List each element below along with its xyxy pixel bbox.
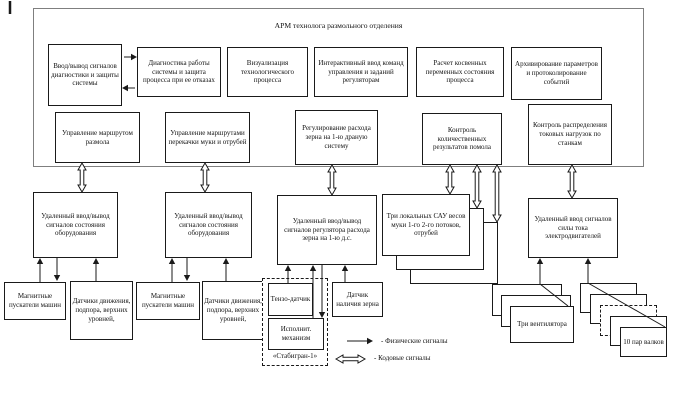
- box-io-diagnostics: Ввод/вывод сигналов диагностики и защиты системы: [48, 44, 122, 106]
- solid-arrow-head: [184, 275, 190, 281]
- box-magnetic-starters-1: Магнитные пускатели машин: [4, 282, 66, 320]
- solid-arrow-head: [37, 258, 43, 264]
- box-indirect-variables: Расчет косвенных переменных состояния процесса: [416, 47, 504, 97]
- coded-signal-double-arrow: [201, 163, 209, 192]
- solid-arrow-head: [585, 258, 591, 264]
- solid-arrow-head: [537, 258, 543, 264]
- legend-physical-signals: - Физические сигналы: [381, 337, 448, 345]
- box-motion-sensors-1: Датчики движения, подпора, верхних уровней,: [70, 281, 133, 340]
- coded-signal-double-arrow: [78, 163, 86, 192]
- box-remote-io-regulator: Удаленный ввод/вывод сигналов регулятора расхода зерна на 1-ю д.с.: [277, 195, 377, 265]
- box-tenzo-sensor: Тензо-датчик: [268, 283, 313, 316]
- coded-signal-double-arrow: [473, 165, 481, 208]
- solid-arrow-head: [310, 265, 316, 271]
- box-magnetic-starters-2: Магнитные пускатели машин: [136, 282, 200, 320]
- box-diagnostics: Диагностика работы системы и защита процесса при ее отказах: [137, 47, 221, 97]
- solid-arrow-head: [169, 258, 175, 264]
- box-interactive-input: Интерактивный ввод команд управления и заданий регуляторам: [314, 47, 408, 97]
- stabigran-label: «Стабигран-1»: [272, 352, 318, 360]
- box-remote-io-equipment-2: Удаленный ввод/вывод сигналов состояния оборудования: [165, 192, 252, 258]
- box-remote-current-input: Удаленный ввод сигналов силы тока электродвигателей: [528, 198, 618, 258]
- box-local-sau: Три локальных САУ весов муки 1-го 2-го потоков, отрубей: [382, 194, 470, 256]
- box-visualization: Визуализация технологического процесса: [227, 47, 308, 97]
- box-motion-sensors-2: Датчики движения, подпора, верхних уровней,: [202, 281, 264, 340]
- box-rolls: 10 пар валков: [620, 327, 667, 357]
- solid-arrow-head: [223, 258, 229, 264]
- box-archiving: Архивирование параметров и протоколирование событий: [511, 47, 602, 100]
- box-fans: Три вентилятора: [510, 306, 574, 343]
- solid-arrow-head: [54, 275, 60, 281]
- box-actuator: Исполнит. механизм: [268, 318, 324, 350]
- box-grain-presence-sensor: Датчик наличия зерна: [332, 282, 383, 317]
- coded-signal-arrow-icon: [336, 355, 365, 363]
- box-transfer-routes-control: Управление маршрутами перекачки муки и отрубей: [165, 112, 250, 163]
- coded-signal-double-arrow: [568, 165, 576, 198]
- physical-signal-arrow-icon: [367, 338, 373, 344]
- box-current-load-control: Контроль распределения токовых нагрузок по станкам: [528, 104, 612, 165]
- box-grain-flow-regulation: Регулирование расхода зерна на 1-ю драную систему: [295, 110, 378, 165]
- solid-arrow-head: [285, 265, 291, 271]
- box-remote-io-equipment-1: Удаленный ввод/вывод сигналов состояния оборудования: [33, 192, 118, 258]
- coded-signal-double-arrow: [328, 165, 336, 195]
- solid-arrow-head: [342, 265, 348, 271]
- diagram-title: АРМ технолога размольного отделения: [274, 21, 403, 30]
- coded-signal-double-arrow: [446, 165, 454, 194]
- solid-arrow-head: [93, 258, 99, 264]
- coded-signal-double-arrow: [493, 165, 501, 222]
- box-milling-route-control: Управление маршрутом размола: [55, 112, 140, 163]
- box-quantitative-results-control: Контроль количественных результатов помола: [422, 113, 502, 165]
- legend-coded-signals: - Кодовые сигналы: [374, 354, 431, 362]
